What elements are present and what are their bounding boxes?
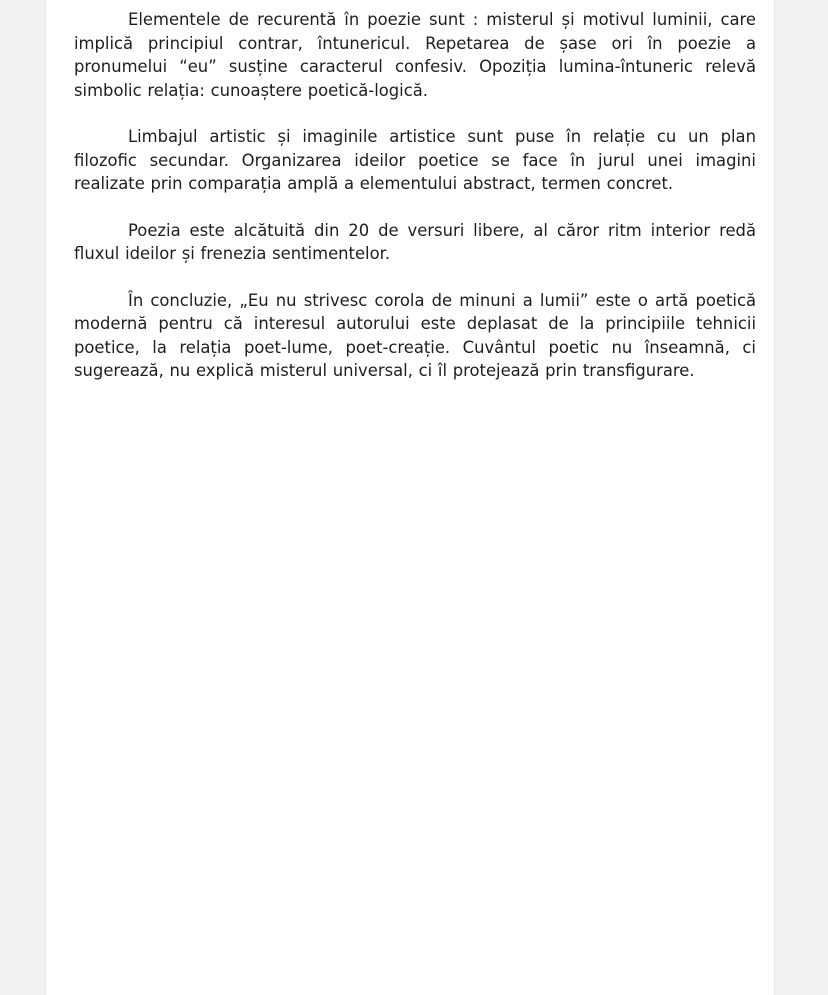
paragraph-2: Limbajul artistic și imaginile artistice sunt puse în relație cu un plan filozofic secundar. Organizarea ideilor poetice se face în jurul unei imagini realizate prin comparația amplă a elementului abstract, termen concret.: [74, 127, 756, 193]
document-body: [74, 8, 756, 406]
paragraph-4: În concluzie, „Eu nu strivesc corola de minuni a lumii” este o artă poetică modernă pentru că interesul autorului este deplasat de la principiile tehnicii poetice, la relația poet-lume, poet-creație. Cuvântul poetic nu înseamnă, ci sugerează, nu explică misterul universal, ci îl protejează prin transfigurare.: [74, 290, 756, 380]
paragraph-1: Elementele de recurentă în poezie sunt : misterul și motivul luminii, care implică principiul contrar, întunericul. Repetarea de șase ori în poezie a pronumelui “eu” susține caracterul confesiv. Opoziția lumina-întuneric relevă simbolic relația: cunoaștere poetică-logică.: [74, 10, 756, 100]
document-page: [46, 0, 774, 995]
paragraph-3: Poezia este alcătuită din 20 de versuri libere, al căror ritm interior redă fluxul ideilor și frenezia sentimentelor.: [74, 220, 756, 263]
